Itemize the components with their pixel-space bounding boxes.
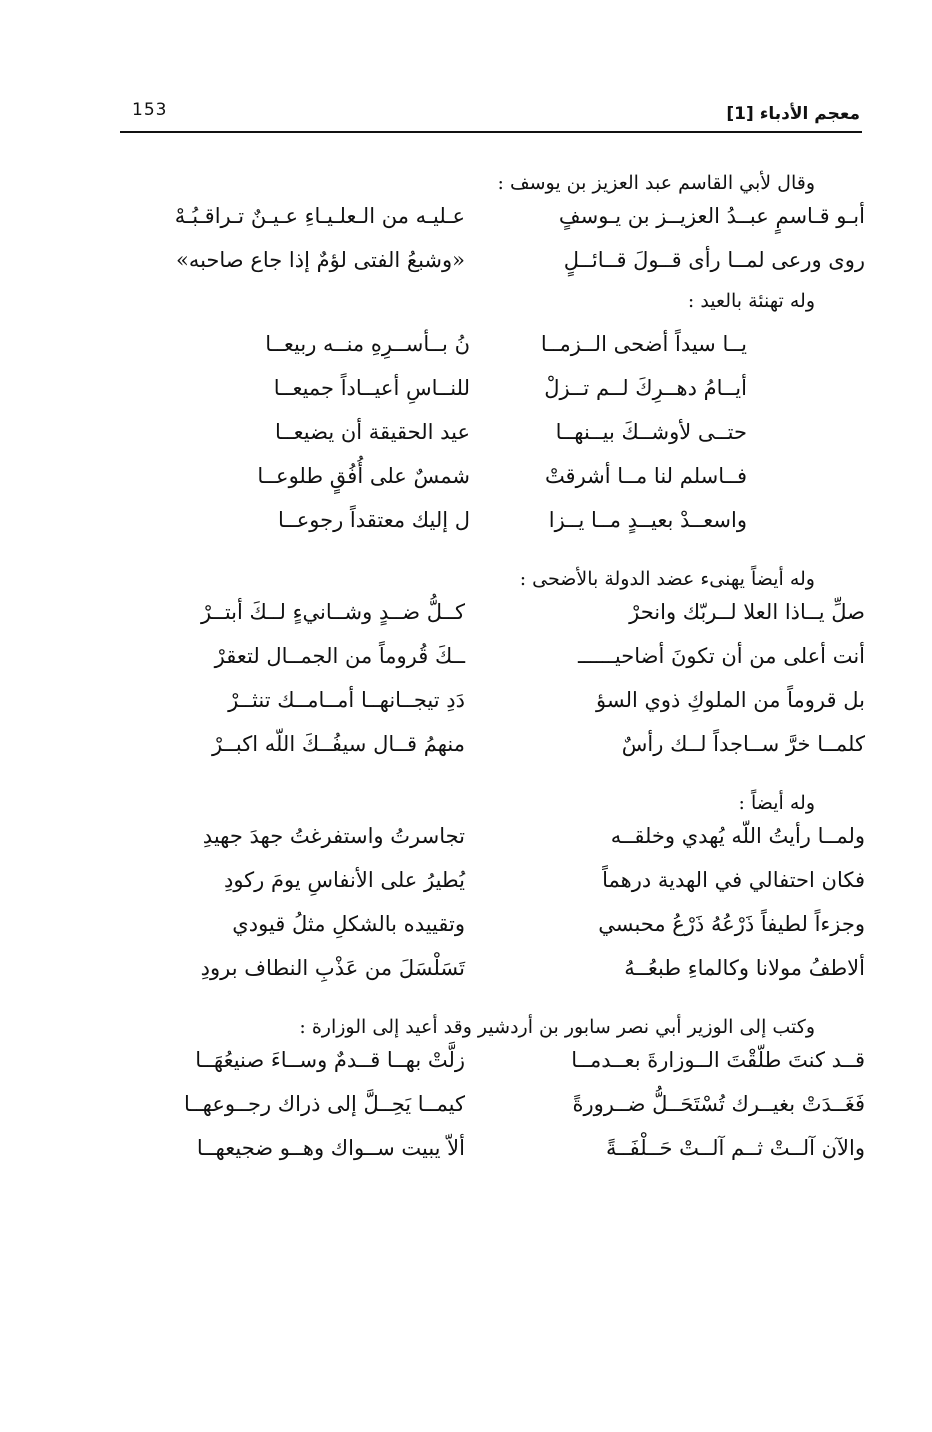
- verse-line: [120, 682, 865, 726]
- first-hemistich: كلمــا خرَّ ســاجداً لــك رأسٌ: [621, 732, 865, 756]
- verse-line: [120, 726, 865, 770]
- page-header: [120, 96, 860, 132]
- page-number: 153: [132, 100, 168, 120]
- verse-line: [120, 370, 865, 414]
- verse-line: [120, 1042, 865, 1086]
- first-hemistich: فكان احتفالي في الهدية درهماً: [602, 868, 865, 892]
- header-rule: [120, 131, 862, 133]
- first-hemistich: صلِّ يــاذا العلا لــربّك وانحرْ: [629, 600, 865, 624]
- first-hemistich: يــا سيداً أضحى الــزمــا: [540, 332, 747, 356]
- second-hemistich: للنــاسِ أعيــاداً جميعــا: [273, 376, 470, 400]
- first-hemistich: والآن آلــتْ ثــم آلــتْ حَــلْفَــةً: [606, 1136, 865, 1160]
- first-hemistich: أنت أعلى من أن تكونَ أضاحيــــــ: [578, 644, 865, 668]
- poem-section: [120, 1012, 865, 1174]
- second-hemistich: «وشبعُ الفتى لؤمٌ إذا جاع صاحبه»: [175, 248, 465, 272]
- poem-section: [120, 286, 865, 546]
- second-hemistich: كــلُّ ضــدٍ وشــانيءٍ لــكَ أبتــرْ: [200, 600, 465, 624]
- section-intro: وكتب إلى الوزير أبي نصر سابور بن أردشير وقد أعيد إلى الوزارة :: [299, 1016, 815, 1038]
- second-hemistich: تجاسرتُ واستفرغتُ جهدَ جهيدِ: [202, 824, 465, 848]
- second-hemistich: ــكَ قُروماً من الجمــال لتعقرْ: [214, 644, 465, 668]
- second-hemistich: منهمُ قــال سيفُــكَ اللّه اكبــرْ: [211, 732, 465, 756]
- verse-line: [120, 1086, 865, 1130]
- page-content: [120, 168, 865, 1174]
- poem-section: [120, 788, 865, 994]
- section-intro: وله أيضاً يهنىء عضد الدولة بالأضحى :: [519, 568, 815, 590]
- first-hemistich: روى ورعى لمــا رأى قــولَ قــائــلٍ: [563, 248, 865, 272]
- second-hemistich: شمسٌ على أُفُقٍ طلوعــا: [257, 464, 470, 488]
- verse-line: [120, 594, 865, 638]
- second-hemistich: زلَّتْ بهــا قــدمٌ وســاءَ صنيعُهَــا: [195, 1048, 465, 1072]
- verse-line: [120, 458, 865, 502]
- verse-line: [120, 906, 865, 950]
- section-intro: وقال لأبي القاسم عبد العزيز بن يوسف :: [497, 172, 815, 194]
- verse-line: [120, 862, 865, 906]
- section-intro: وله تهنئة بالعيد :: [687, 290, 815, 312]
- verse-line: [120, 198, 865, 242]
- verse-line: [120, 818, 865, 862]
- poem-section: [120, 168, 865, 286]
- second-hemistich: ألاّ يبيت ســواك وهــو ضجيعهــا: [196, 1136, 465, 1160]
- verse-line: [120, 638, 865, 682]
- second-hemistich: نُ بــأســرِهِ منــه ربيعــا: [265, 332, 470, 356]
- verse-line: [120, 502, 865, 546]
- first-hemistich: فَغَــدَتْ بغيــرك تُسْتَحَــلُّ ضــرورةً: [572, 1092, 865, 1116]
- first-hemistich: واسعــدْ بعيــدٍ مــا يــزا: [548, 508, 747, 532]
- first-hemistich: ألاطفُ مولانا وكالماءِ طبعُــهُ: [624, 956, 865, 980]
- verse-line: [120, 414, 865, 458]
- verse-line: [120, 242, 865, 286]
- second-hemistich: دَدِ تيجــانهــا أمــامــك تنثــرْ: [228, 688, 465, 712]
- first-hemistich: حتــى لأوشــكَ بيــنهــا: [555, 420, 747, 444]
- second-hemistich: ل إليك معتقداً رجوعــا: [278, 508, 470, 532]
- second-hemistich: يُطيرُ على الأنفاسِ يومَ ركودِ: [223, 868, 465, 892]
- verse-line: [120, 950, 865, 994]
- first-hemistich: فــاسلم لنا مــا أشرقتْ: [544, 464, 747, 488]
- second-hemistich: وتقييده بالشكلِ مثلُ قيودي: [232, 912, 465, 936]
- second-hemistich: كيمــا يَحِــلَّ إلى ذراك رجــوعهــا: [183, 1092, 465, 1116]
- first-hemistich: ولمــا رأيتُ اللّه يُهدي وخلقــه: [610, 824, 865, 848]
- first-hemistich: أيــامُ دهــرِكَ لــم تــزلْ: [544, 376, 747, 400]
- first-hemistich: أبـو قـاسمٍ عبــدُ العزيــز بن يـوسفٍ: [558, 204, 865, 228]
- verse-line: [120, 1130, 865, 1174]
- section-intro: وله أيضاً :: [738, 792, 815, 814]
- second-hemistich: عـليـه من الـعلـيـاءِ عـيـنٌ تـراقـبُـهْ: [174, 204, 465, 228]
- second-hemistich: تَسَلْسَلَ من عَذْبِ النطاف برودِ: [200, 956, 465, 980]
- first-hemistich: قــد كنتَ طلّقْتَ الــوزارةَ بعــدمــا: [571, 1048, 865, 1072]
- running-title: معجم الأدباء [1]: [726, 104, 860, 124]
- first-hemistich: بل قروماً من الملوكِ ذوي السؤ: [595, 688, 865, 712]
- second-hemistich: عيد الحقيقة أن يضيعــا: [274, 420, 470, 444]
- verse-line: [120, 326, 865, 370]
- first-hemistich: وجزءاً لطيفاً ذَرْعُهُ ذَرْعُ محبسي: [598, 912, 865, 936]
- poem-section: [120, 564, 865, 770]
